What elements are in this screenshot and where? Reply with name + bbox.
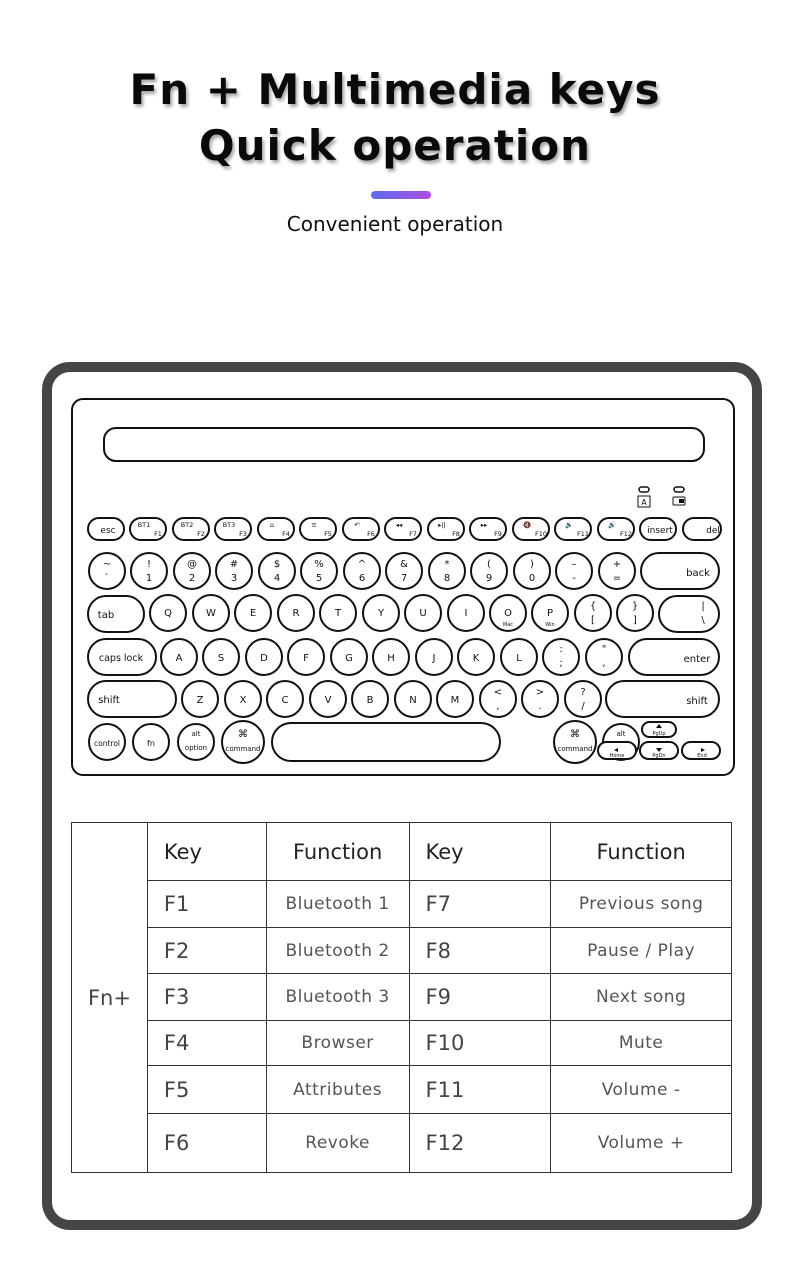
- key-letter: W: [206, 608, 216, 619]
- key-letter: U: [419, 608, 427, 619]
- num-key[interactable]: [301, 553, 337, 589]
- keys-layer: [88, 518, 721, 763]
- key-bottom-char: `: [104, 573, 110, 584]
- title-line-2: Quick operation: [198, 121, 592, 170]
- num-key[interactable]: [216, 553, 252, 589]
- key-top-char: |: [701, 601, 705, 612]
- table-row: [72, 1114, 732, 1173]
- bracket-key[interactable]: [617, 595, 653, 631]
- function-cell: Next song: [551, 974, 732, 1021]
- letter-key-q[interactable]: [150, 595, 186, 631]
- arrow-down-key[interactable]: [640, 742, 678, 759]
- key-cell: F9: [409, 974, 551, 1021]
- letter-key-r[interactable]: [278, 595, 314, 631]
- key-bottom-char: \: [701, 615, 705, 626]
- key-letter: M: [450, 695, 460, 706]
- letter-key-z[interactable]: [182, 681, 218, 717]
- fn-key-icon: BT3: [222, 521, 236, 529]
- key-letter: A: [175, 653, 183, 664]
- option-label: option: [184, 744, 208, 752]
- key-letter: T: [334, 608, 342, 619]
- fn-key-label: F10: [534, 530, 548, 538]
- fn-key-icon: 🔊: [607, 521, 617, 529]
- os-sub-label: Mac: [502, 622, 514, 628]
- table-row: [72, 974, 732, 1021]
- fn-key-label: F9: [494, 530, 502, 538]
- fn-key-label: del: [706, 526, 720, 536]
- control-key[interactable]: [89, 724, 125, 760]
- key-cell: F10: [409, 1021, 551, 1066]
- command-icon: ⌘: [238, 729, 248, 740]
- key-top-char: }: [631, 601, 639, 612]
- key-cap: [222, 721, 264, 763]
- num-key[interactable]: [599, 553, 635, 589]
- letter-key-s[interactable]: [203, 639, 239, 675]
- letter-key-e[interactable]: [235, 595, 271, 631]
- fn-key-f11[interactable]: [555, 518, 591, 540]
- key-letter: G: [345, 653, 353, 664]
- fn-key-del[interactable]: [683, 518, 721, 540]
- key-top-char: ): [530, 559, 534, 570]
- fn-key-f4[interactable]: [258, 518, 294, 540]
- title-line-1: Fn + Multimedia keys: [129, 65, 661, 114]
- caps-indicator-label: A: [641, 498, 647, 507]
- letter-key-a[interactable]: [161, 639, 197, 675]
- fn-key-icon: ▸▸: [480, 521, 488, 529]
- num-key[interactable]: [131, 553, 167, 589]
- key-letter: P: [546, 608, 554, 619]
- fn-key-esc[interactable]: [88, 518, 124, 540]
- shift-label: shift: [686, 696, 708, 707]
- key-letter: F: [303, 653, 309, 664]
- key-bottom-char: .: [538, 701, 542, 712]
- key-cap: [554, 721, 596, 763]
- fn-key-table: [71, 822, 732, 1173]
- fn-key-icon: ⌂: [269, 521, 275, 529]
- function-cell: Pause / Play: [551, 928, 732, 974]
- key-bottom-char: 5: [315, 573, 323, 584]
- key-cell: F2: [147, 928, 266, 974]
- fn-key-f7[interactable]: [385, 518, 421, 540]
- key-letter: D: [260, 653, 268, 664]
- function-cell: Previous song: [551, 881, 732, 928]
- key-cell: F4: [147, 1021, 266, 1066]
- key-letter: I: [464, 608, 468, 619]
- letter-key-m[interactable]: [437, 681, 473, 717]
- key-top-char: @: [187, 559, 197, 570]
- table-row: [72, 1021, 732, 1066]
- letter-key-l[interactable]: [501, 639, 537, 675]
- fn-key-icon: BT1: [137, 521, 151, 529]
- key-letter: V: [324, 695, 332, 706]
- key-cell: F6: [147, 1114, 266, 1173]
- table-row: [72, 881, 732, 928]
- header-function-1: Function: [266, 823, 409, 881]
- key-bottom-char: 3: [230, 573, 238, 584]
- fn-key-f9[interactable]: [470, 518, 506, 540]
- letter-key-f[interactable]: [288, 639, 324, 675]
- key-bottom-char: ]: [633, 615, 637, 626]
- punct-key[interactable]: [586, 639, 622, 675]
- key-letter: S: [217, 653, 225, 664]
- fn-key-icon: ◂◂: [395, 521, 403, 529]
- header-function-2: Function: [551, 823, 732, 881]
- letter-key-d[interactable]: [246, 639, 282, 675]
- key-bottom-char: [: [591, 615, 595, 626]
- key-letter: E: [249, 608, 257, 619]
- key-letter: Z: [196, 695, 204, 706]
- key-bottom-char: ,: [496, 701, 500, 712]
- fn-key-icon: ▸||: [438, 521, 446, 529]
- key-top-char: ^: [357, 559, 367, 570]
- letter-key-w[interactable]: [193, 595, 229, 631]
- fn-key-f8[interactable]: [428, 518, 464, 540]
- key-cell: F1: [147, 881, 266, 928]
- key-top-char: $: [273, 559, 281, 570]
- num-key[interactable]: [556, 553, 592, 589]
- key-letter: C: [281, 695, 289, 706]
- arrow-right-key[interactable]: [682, 742, 720, 759]
- num-key[interactable]: [174, 553, 210, 589]
- fn-key-label: F8: [452, 530, 460, 538]
- key-top-char: +: [612, 559, 622, 570]
- caps-lock-key[interactable]: [88, 639, 156, 675]
- table-row: [72, 928, 732, 974]
- key-letter: K: [472, 653, 480, 664]
- function-cell: Bluetooth 3: [266, 974, 409, 1021]
- key-top-char: ~: [102, 559, 112, 570]
- key-bottom-char: 2: [188, 573, 196, 584]
- fn-key-label: F2: [197, 530, 205, 538]
- tab-label: tab: [97, 610, 115, 621]
- fn-key-f2[interactable]: [173, 518, 209, 540]
- fn-key-f5[interactable]: [300, 518, 336, 540]
- key-letter: N: [409, 695, 417, 706]
- table-header-row: [72, 823, 732, 881]
- letter-key-o[interactable]: [490, 595, 526, 631]
- backslash-key[interactable]: [659, 596, 719, 632]
- keyboard-svg: [73, 400, 737, 778]
- fn-key-label: F11: [576, 530, 590, 538]
- key-letter: J: [432, 653, 436, 664]
- key-top-char: <: [493, 687, 503, 698]
- key-bottom-char: ;: [559, 658, 563, 669]
- num-key[interactable]: [259, 553, 295, 589]
- letter-key-h[interactable]: [373, 639, 409, 675]
- fn-key[interactable]: [133, 724, 169, 760]
- letter-key-p[interactable]: [532, 595, 568, 631]
- key-bottom-char: 9: [485, 573, 493, 584]
- letter-key-k[interactable]: [458, 639, 494, 675]
- fn-key-f12[interactable]: [598, 518, 634, 540]
- alt-label: alt: [616, 730, 626, 738]
- key-top-char: !: [146, 559, 152, 570]
- key-top-char: –: [571, 559, 577, 570]
- key-letter: R: [292, 608, 300, 619]
- letter-key-u[interactable]: [405, 595, 441, 631]
- key-cap: [272, 723, 500, 761]
- punct-key[interactable]: [480, 681, 516, 717]
- function-cell: Browser: [266, 1021, 409, 1066]
- key-cap: [659, 596, 719, 632]
- key-top-char: ?: [580, 687, 586, 698]
- home-label: Home: [609, 753, 625, 759]
- letter-key-g[interactable]: [331, 639, 367, 675]
- punct-key[interactable]: [565, 681, 601, 717]
- key-bottom-char: 8: [443, 573, 451, 584]
- command-label: command: [557, 745, 593, 753]
- key-letter: H: [387, 653, 395, 664]
- battery-fill-icon: [679, 499, 684, 503]
- num-key[interactable]: [471, 553, 507, 589]
- key-letter: L: [516, 653, 522, 664]
- option-key[interactable]: [178, 724, 214, 760]
- indicator-lights: [638, 487, 685, 507]
- key-top-char: &: [400, 559, 408, 570]
- key-cell: F7: [409, 881, 551, 928]
- key-bottom-char: /: [581, 701, 585, 712]
- enter-key[interactable]: [629, 639, 719, 675]
- fn-key-icon: BT2: [180, 521, 194, 529]
- letter-key-x[interactable]: [225, 681, 261, 717]
- back-key[interactable]: [641, 553, 719, 589]
- pgup-label: PgUp: [652, 731, 666, 737]
- key-bottom-char: ,: [602, 658, 606, 669]
- fn-key-icon: 🔉: [564, 521, 574, 529]
- key-letter: O: [504, 608, 512, 619]
- back-label: back: [686, 568, 710, 579]
- key-bottom-char: 0: [528, 573, 536, 584]
- arrow-left-key[interactable]: [598, 742, 636, 759]
- fn-key-f10[interactable]: [513, 518, 549, 540]
- fn-key-label: esc: [100, 526, 116, 536]
- key-letter: Y: [377, 608, 385, 619]
- fn-key-label: F12: [619, 530, 633, 538]
- letter-key-n[interactable]: [395, 681, 431, 717]
- bracket-key[interactable]: [575, 595, 611, 631]
- key-bottom-char: -: [572, 573, 576, 584]
- fn-label: fn: [147, 739, 155, 748]
- spacebar[interactable]: [272, 723, 500, 761]
- key-bottom-char: 6: [358, 573, 366, 584]
- key-top-char: *: [444, 559, 450, 570]
- command-key[interactable]: [554, 721, 596, 763]
- function-cell: Bluetooth 2: [266, 928, 409, 974]
- fn-key-f6[interactable]: [343, 518, 379, 540]
- key-letter: X: [239, 695, 247, 706]
- function-cell: Revoke: [266, 1114, 409, 1173]
- arrow-up-key[interactable]: [642, 722, 676, 737]
- fn-key-label: F4: [282, 530, 290, 538]
- num-key[interactable]: [89, 553, 125, 589]
- fn-key-label: insert: [647, 526, 673, 536]
- key-bottom-char: 4: [273, 573, 281, 584]
- key-letter: Q: [164, 608, 172, 619]
- caps-lock-label: caps lock: [98, 653, 144, 664]
- battery-light-icon: [674, 487, 684, 492]
- pgdn-label: PgDn: [652, 753, 666, 759]
- tablet-slot: [104, 428, 704, 461]
- punct-key[interactable]: [522, 681, 558, 717]
- fn-key-icon: 🔇: [522, 521, 532, 529]
- os-sub-label: Win: [545, 622, 555, 628]
- page-title: [0, 62, 790, 174]
- function-cell: Volume +: [551, 1114, 732, 1173]
- letter-key-v[interactable]: [310, 681, 346, 717]
- header-key-2: Key: [409, 823, 551, 881]
- key-cell: F8: [409, 928, 551, 974]
- fn-key-insert[interactable]: [640, 518, 676, 540]
- fn-key-label: F7: [409, 530, 417, 538]
- key-cell: F5: [147, 1066, 266, 1114]
- keyboard-illustration: [71, 398, 735, 776]
- end-label: End: [697, 753, 707, 759]
- letter-key-i[interactable]: [448, 595, 484, 631]
- table-row: [72, 1066, 732, 1114]
- caps-light-icon: [639, 487, 649, 492]
- letter-key-t[interactable]: [320, 595, 356, 631]
- command-icon: ⌘: [570, 729, 580, 740]
- key-cell: F12: [409, 1114, 551, 1173]
- num-key[interactable]: [514, 553, 550, 589]
- fn-key-icon: ≡: [311, 521, 317, 529]
- letter-key-y[interactable]: [363, 595, 399, 631]
- key-top-char: (: [487, 559, 491, 570]
- key-bottom-char: =: [612, 573, 622, 584]
- function-cell: Bluetooth 1: [266, 881, 409, 928]
- tab-key[interactable]: [88, 596, 144, 632]
- key-top-char: ": [601, 644, 607, 655]
- fn-key-f3[interactable]: [215, 518, 251, 540]
- accent-divider: [371, 191, 431, 199]
- left-shift-key[interactable]: [88, 681, 176, 717]
- control-label: control: [94, 739, 120, 748]
- key-top-char: %: [314, 559, 324, 570]
- num-key[interactable]: [429, 553, 465, 589]
- num-key[interactable]: [344, 553, 380, 589]
- key-top-char: #: [229, 559, 239, 570]
- shift-label: shift: [98, 695, 120, 706]
- punct-key[interactable]: [543, 639, 579, 675]
- key-cap: [88, 596, 144, 632]
- alt-label: alt: [191, 730, 201, 738]
- fn-key-label: F6: [367, 530, 375, 538]
- fn-key-icon: ↶: [354, 521, 360, 529]
- function-cell: Mute: [551, 1021, 732, 1066]
- num-key[interactable]: [386, 553, 422, 589]
- letter-key-c[interactable]: [267, 681, 303, 717]
- letter-key-b[interactable]: [352, 681, 388, 717]
- letter-key-j[interactable]: [416, 639, 452, 675]
- key-cell: F11: [409, 1066, 551, 1114]
- key-letter: B: [366, 695, 374, 706]
- fn-key-label: F1: [154, 530, 162, 538]
- key-top-char: :: [559, 644, 563, 655]
- function-cell: Attributes: [266, 1066, 409, 1114]
- command-key[interactable]: [222, 721, 264, 763]
- key-cell: F3: [147, 974, 266, 1021]
- fn-key-f1[interactable]: [130, 518, 166, 540]
- fn-key-label: F5: [324, 530, 332, 538]
- enter-label: enter: [683, 654, 711, 665]
- fn-group-label: Fn+: [72, 823, 148, 1173]
- fn-key-label: F3: [239, 530, 247, 538]
- key-top-char: >: [535, 687, 545, 698]
- function-cell: Volume -: [551, 1066, 732, 1114]
- right-shift-key[interactable]: [606, 681, 719, 717]
- subtitle: Convenient operation: [286, 212, 504, 236]
- key-top-char: {: [589, 601, 597, 612]
- key-bottom-char: 1: [145, 573, 153, 584]
- header-key-1: Key: [147, 823, 266, 881]
- key-bottom-char: 7: [400, 573, 408, 584]
- command-label: command: [225, 745, 261, 753]
